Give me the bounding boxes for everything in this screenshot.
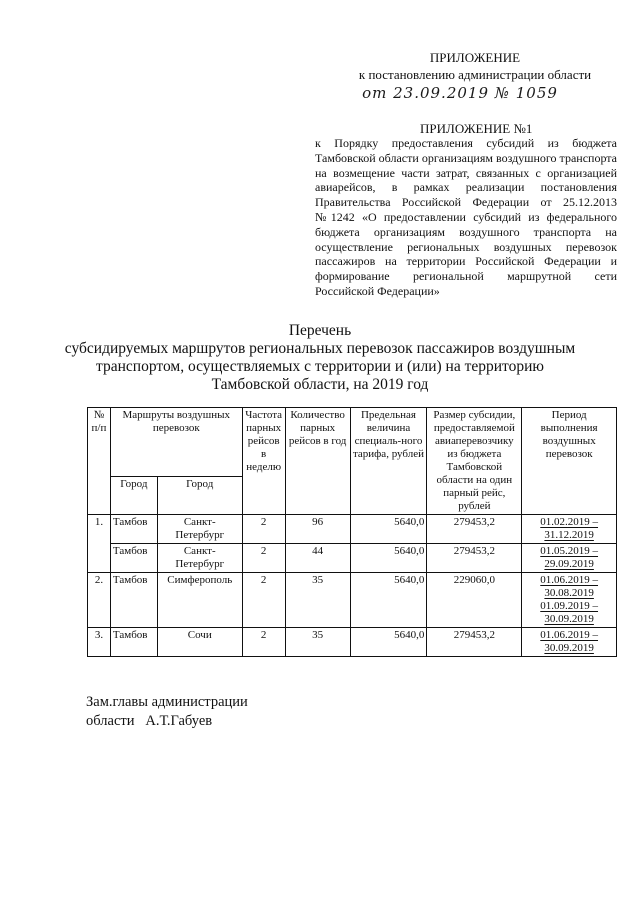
- header-frequency: Частота парных рейсов в неделю: [242, 408, 285, 515]
- appendix-subtitle: к постановлению администрации области: [358, 67, 592, 82]
- header-city-from: Город: [110, 476, 157, 514]
- document-title: Перечень: [288, 322, 352, 339]
- row-period: [522, 515, 617, 544]
- header-num: № п/п: [88, 408, 111, 515]
- row-city-to: Санкт-Петербург: [157, 515, 242, 544]
- row-city-to: Сочи: [157, 628, 242, 657]
- row-frequency: 2: [242, 515, 285, 544]
- row-frequency: 2: [242, 628, 285, 657]
- header-count: Количество парных рейсов в год: [285, 408, 350, 515]
- row-count: 96: [285, 515, 350, 544]
- period-start: 01.05.2019 –: [540, 545, 599, 557]
- row-tariff: 5640,0: [350, 573, 427, 628]
- table-row: [88, 515, 617, 544]
- row-subsidy: 229060,0: [427, 573, 522, 628]
- table-row: [88, 628, 617, 657]
- period-end: 30.08.2019: [544, 587, 594, 599]
- period-start: 01.09.2019 –: [540, 600, 599, 612]
- appendix-number: ПРИЛОЖЕНИЕ №1: [420, 121, 533, 136]
- period-end: 30.09.2019: [544, 642, 594, 654]
- row-count: 35: [285, 628, 350, 657]
- row-frequency: 2: [242, 573, 285, 628]
- row-subsidy: 279453,2: [427, 544, 522, 573]
- row-tariff: 5640,0: [350, 628, 427, 657]
- header-subsidy: Размер субсидии, предоставляемой авиаперевозчику из бюджета Тамбовской области на один парный рейс, рублей: [427, 408, 522, 515]
- row-subsidy: 279453,2: [427, 515, 522, 544]
- row-period: [522, 544, 617, 573]
- table-header-row: [88, 408, 617, 477]
- row-period: [522, 573, 617, 628]
- row-tariff: 5640,0: [350, 544, 427, 573]
- row-city-to: Санкт-Петербург: [157, 544, 242, 573]
- signature-name: области А.Т.Габуев: [86, 713, 213, 729]
- row-city-from: Тамбов: [110, 628, 157, 657]
- table-row: [88, 544, 617, 573]
- header-routes: Маршруты воздушных перевозок: [110, 408, 242, 477]
- row-city-from: Тамбов: [110, 515, 157, 544]
- signature-position: Зам.главы администрации: [86, 694, 248, 710]
- period-end: 31.12.2019: [544, 529, 594, 541]
- period-start: 01.06.2019 –: [540, 574, 599, 586]
- row-count: 35: [285, 573, 350, 628]
- period-start: 01.06.2019 –: [540, 629, 599, 641]
- row-count: 44: [285, 544, 350, 573]
- period-end: 30.09.2019: [544, 613, 594, 625]
- row-num: 1.: [88, 515, 111, 573]
- row-city-from: Тамбов: [110, 544, 157, 573]
- appendix-title: ПРИЛОЖЕНИЕ: [429, 50, 521, 65]
- row-frequency: 2: [242, 544, 285, 573]
- header-period: Период выполнения воздушных перевозок: [522, 408, 617, 515]
- handwritten-date-number: от 23.09.2019 № 1059: [362, 84, 558, 102]
- row-city-from: Тамбов: [110, 573, 157, 628]
- row-period: [522, 628, 617, 657]
- header-city-to: Город: [157, 476, 242, 514]
- row-city-to: Симферополь: [157, 573, 242, 628]
- row-num: 3.: [88, 628, 111, 657]
- period-start: 01.02.2019 –: [540, 516, 599, 528]
- row-num: 2.: [88, 573, 111, 628]
- row-tariff: 5640,0: [350, 515, 427, 544]
- appendix-reference-text: к Порядку предоставления субсидий из бюджета Тамбовской области организациям воздушного транспорта на возмещение части затрат, связанных с организацией авиарейсов, в рамках реализации постановления Правительства Российской Федерации от 25.12.2013 №1242 «О предоставлении субсидий из федерального бюджета организациям воздушного транспорта на осуществление региональных воздушных перевозок пассажиров на территории Российской Федерации и формирование региональной маршрутной сети Российской Федерации»: [315, 136, 617, 298]
- row-subsidy: 279453,2: [427, 628, 522, 657]
- document-subtitle: субсидируемых маршрутов региональных перевозок пассажиров воздушным транспортом, осуществляемых с территории и (или) на территорию Тамбовской области, на 2019 год: [64, 340, 576, 393]
- routes-table: [87, 407, 617, 657]
- header-tariff: Предельная величина специаль-ного тарифа, рублей: [350, 408, 427, 515]
- table-row: [88, 573, 617, 628]
- period-end: 29.09.2019: [544, 558, 594, 570]
